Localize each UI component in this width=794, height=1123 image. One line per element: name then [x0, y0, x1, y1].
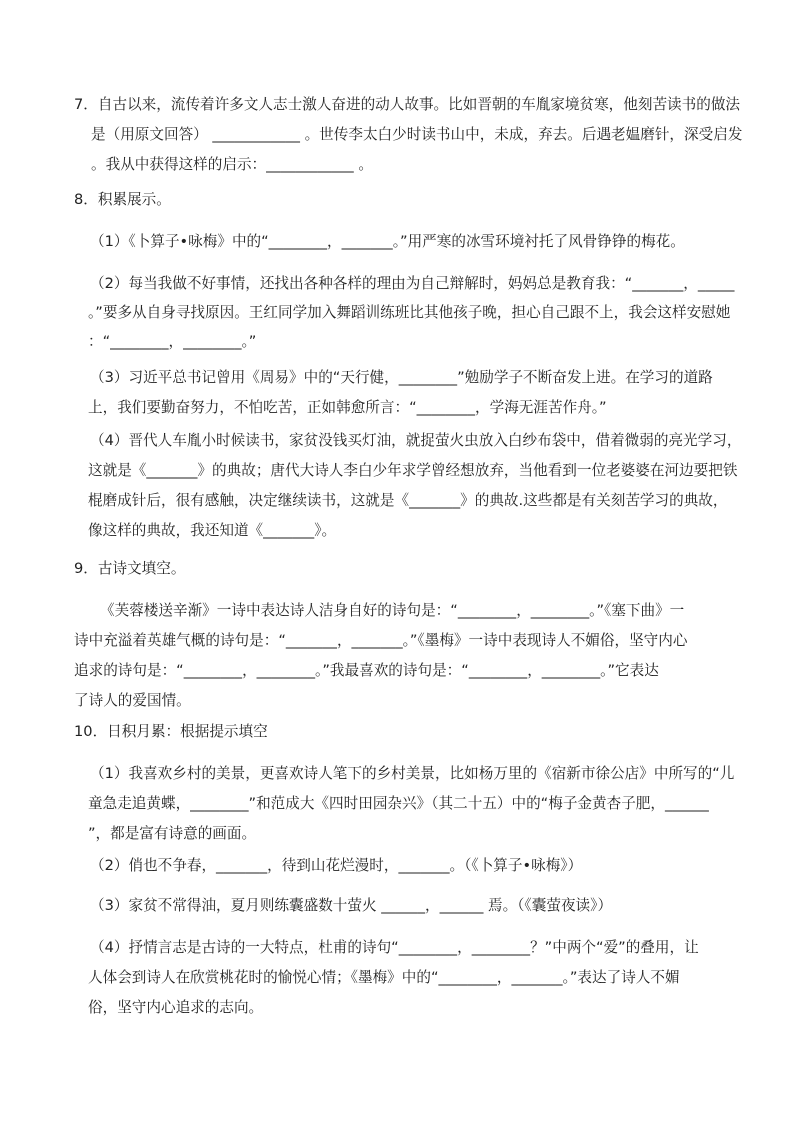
q10-item-1-line-1: （1）我喜欢乡村的美景，更喜欢诗人笔下的乡村美景，比如杨万里的《宿新市徐公店》中所写的“儿 [90, 765, 735, 782]
q10-heading-text: 10．日积月累：根据提示填空 [74, 723, 268, 740]
q7-line-1: 7．自古以来，流传着许多文人志士激人奋进的动人故事。比如晋朝的车胤家境贫寒，他刻苦读书的做法 [74, 96, 741, 113]
q9-body [74, 598, 734, 714]
q10-item-3-line-1: （3）家贫不常得油，夏月则练囊盛数十萤火 ______，______ 焉。（《囊萤夜读》） [90, 897, 613, 914]
q8-item-4 [88, 428, 742, 544]
q7-line-2: 是（用原文回答） ____________ 。世传李太白少时读书山中，未成，弃去。后遇老媪磨针，深受启发 [91, 126, 743, 143]
q8-item-4-line-4: 像这样的典故，我还知道《_______》。 [88, 522, 337, 539]
q8-heading-text: 8．积累展示。 [74, 191, 171, 208]
q9-line-3: 追求的诗句是：“________，________。”我最喜欢的诗句是：“________，________。”它表达 [74, 662, 659, 679]
q8-item-1 [90, 229, 730, 255]
q10-item-1 [88, 761, 735, 847]
question-10-heading [74, 719, 734, 745]
question-9-heading [74, 556, 734, 582]
q8-item-3 [90, 365, 730, 421]
q10-item-2 [90, 853, 730, 879]
q7-line-3: 。我从中获得这样的启示：____________ 。 [91, 156, 373, 173]
question-8-heading [74, 187, 734, 213]
q10-item-4 [90, 935, 730, 1021]
q8-item-3-line-1: （3）习近平总书记曾用《周易》中的“天行健，________”勉励学子不断奋发上进。在学习的道路 [90, 369, 713, 386]
q8-item-2-line-2: 。”要多从自身寻找原因。王红同学加入舞蹈训练班比其他孩子晚，担心自己跟不上，我会这样安慰她 [88, 304, 731, 321]
q8-item-4-line-1: （4）晋代人车胤小时候读书，家贫没钱买灯油，就捉萤火虫放入白纱布袋中，借着微弱的亮光学习， [90, 432, 742, 449]
q10-item-1-line-3: ”，都是富有诗意的画面。 [88, 825, 257, 842]
q8-item-4-line-2: 这就是《_______》的典故；唐代大诗人李白少年求学曾经想放弃，当他看到一位老婆婆在河边要把铁 [88, 462, 738, 479]
q9-heading-text: 9．古诗文填空。 [74, 560, 186, 577]
q8-item-2-line-1: （2）每当我做不好事情，还找出各种各样的理由为自己辩解时，妈妈总是教育我：“_______，_____ [90, 275, 735, 292]
q10-item-4-line-3: 俗，坚守内心追求的志向。 [88, 999, 264, 1016]
q9-line-4: 了诗人的爱国情。 [74, 692, 191, 709]
q8-item-1-line-1: （1）《卜算子•咏梅》中的“________，_______。”用严寒的冰雪环境衬托了风骨铮铮的梅花。 [90, 233, 685, 250]
q10-item-3 [90, 893, 730, 919]
q10-item-2-line-1: （2）俏也不争春，_______，待到山花烂漫时，_______。（《卜算子•咏梅》） [90, 857, 583, 874]
q8-item-2-line-3: ：“________，________。” [88, 333, 257, 350]
q8-item-3-line-2: 上，我们要勤奋努力，不怕吃苦，正如韩愈所言：“________，学海无涯苦作舟。” [88, 399, 607, 416]
q8-item-4-line-3: 棍磨成针后，很有感触，决定继续读书，这就是《_______》的典故.这些都是有关刻苦学习的典故， [88, 492, 728, 509]
question-7 [74, 92, 743, 178]
q9-line-2: 诗中充溢着英雄气概的诗句是：“_______，_______。”《墨梅》一诗中表现诗人不媚俗，坚守内心 [74, 632, 688, 649]
q9-line-1: 《芙蓉楼送辛渐》一诗中表达诗人洁身自好的诗句是：“________，________。”《塞下曲》一 [100, 602, 685, 619]
q8-item-2 [88, 271, 735, 355]
q10-item-1-line-2: 童急走追黄蝶，________”和范成大《四时田园杂兴》（其二十五）中的“梅子金黄杏子肥，______ [88, 795, 709, 812]
q10-item-4-line-1: （4）抒情言志是古诗的一大特点，杜甫的诗句“________，________？”中两个“爱”的叠用，让 [90, 939, 699, 956]
q10-item-4-line-2: 人体会到诗人在欣赏桃花时的愉悦心情；《墨梅》中的“________，_______。”表达了诗人不媚 [88, 969, 680, 986]
